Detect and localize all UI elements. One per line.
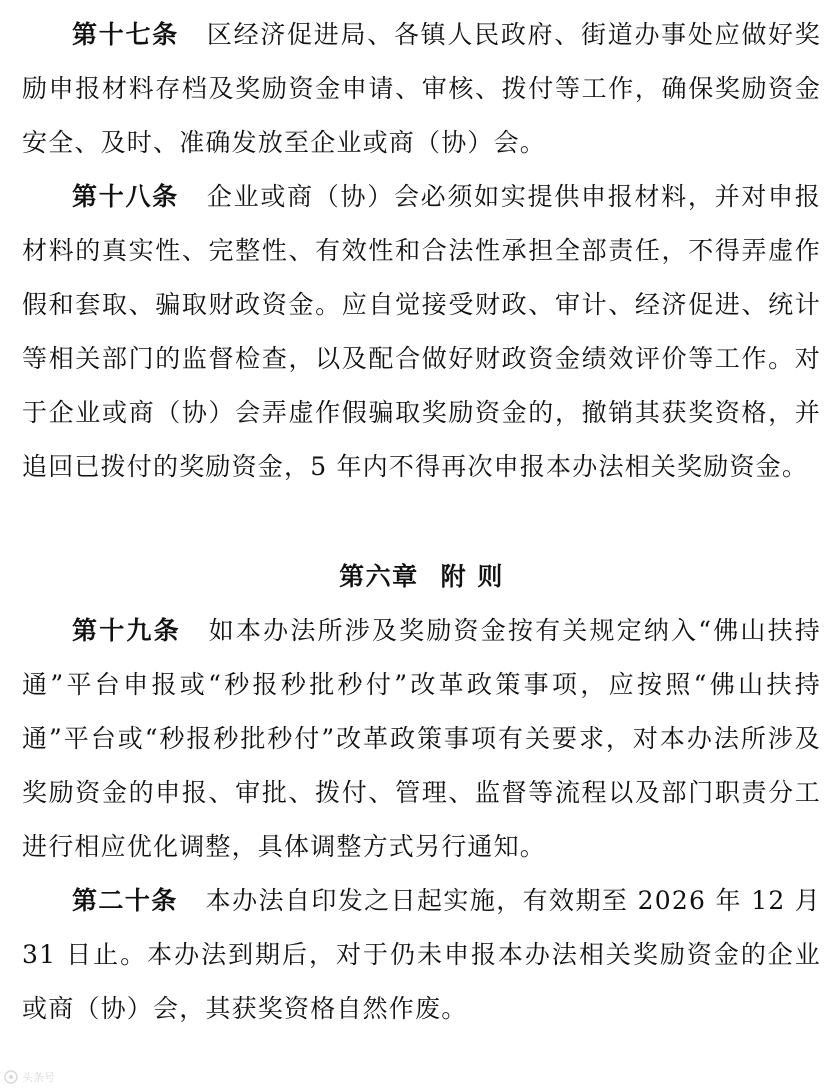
chapter-name: 附 则: [440, 562, 504, 591]
article-body: 如本办法所涉及奖励资金按有关规定纳入“佛山扶持通”平台申报或“秒报秒批秒付”改革政策事项，应按照“佛山扶持通”平台或“秒报秒批秒付”改革政策事项有关要求，对本办法所涉及奖励资金的申报、审批、拨付、管理、监督等流程以及部门职责分工进行相应优化调整，具体调整方式另行通知。: [22, 616, 821, 861]
chapter-number: 第六章: [339, 562, 419, 591]
article-title: 第十八条: [72, 182, 179, 211]
logo-icon: [4, 1070, 18, 1084]
article-body: 本办法自印发之日起实施，有效期至 2026 年 12 月 31 日止。本办法到期后，对于仍未申报本办法相关奖励资金的企业或商（协）会，其获奖资格自然作废。: [22, 886, 821, 1023]
article-body: 区经济促进局、各镇人民政府、街道办事处应做好奖励申报材料存档及奖励资金申请、审核、拨付等工作，确保奖励资金安全、及时、准确发放至企业或商（协）会。: [22, 20, 821, 157]
article-17: [22, 8, 821, 170]
article-20: [22, 874, 821, 1036]
article-title: 第十九条: [72, 616, 181, 645]
article-title: 第十七条: [72, 20, 179, 49]
watermark: [4, 1069, 55, 1085]
article-body: 企业或商（协）会必须如实提供申报材料，并对申报材料的真实性、完整性、有效性和合法性承担全部责任，不得弄虚作假和套取、骗取财政资金。应自觉接受财政、审计、经济促进、统计等相关部门的监督检查，以及配合做好财政资金绩效评价等工作。对于企业或商（协）会弄虚作假骗取奖励资金的，撤销其获奖资格，并追回已拨付的奖励资金，5 年内不得再次申报本办法相关奖励资金。: [22, 182, 821, 481]
chapter-heading: [22, 550, 821, 604]
article-19: [22, 604, 821, 874]
article-18: [22, 170, 821, 494]
article-title: 第二十条: [72, 886, 178, 915]
watermark-text: 头条号: [22, 1071, 55, 1084]
